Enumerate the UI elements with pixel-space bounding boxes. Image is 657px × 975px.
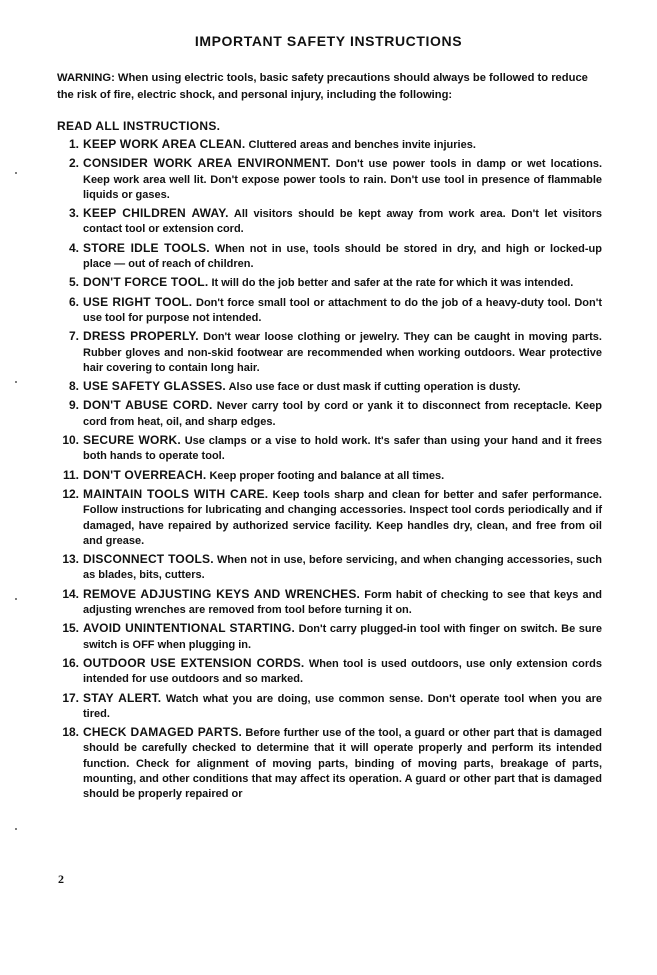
item-number: 3. (68, 206, 79, 221)
item-number: 2. (68, 156, 79, 171)
item-number: 15. (62, 621, 79, 636)
list-item (57, 552, 602, 584)
list-item (57, 206, 602, 238)
list-item (57, 468, 602, 484)
item-number: 10. (62, 433, 79, 448)
item-text: When tool is used outdoors, use only extension cords intended for use outdoors and so marked. (83, 657, 603, 686)
item-text: When not in use, before servicing, and when changing accessories, such as blades, bits, cutters. (83, 554, 602, 582)
item-number: 18. (62, 725, 79, 740)
item-text: All visitors should be kept away from work area. Don't let visitors contact tool or extension cord. (83, 208, 602, 236)
scan-speck (15, 381, 17, 383)
item-heading: SECURE WORK. (83, 433, 181, 448)
item-heading: STAY ALERT. (83, 690, 162, 705)
item-heading: DISCONNECT TOOLS. (83, 552, 214, 567)
item-text: Never carry tool by cord or yank it to disconnect from receptacle. Keep cord from heat, oil, and sharp edges. (83, 400, 603, 428)
item-text: Also use face or dust mask if cutting operation is dusty. (228, 381, 521, 394)
item-number: 1. (68, 137, 79, 151)
item-heading: OUTDOOR USE EXTENSION CORDS. (83, 655, 305, 670)
page-number: 2 (58, 872, 64, 886)
list-item (57, 329, 602, 376)
item-number: 8. (68, 379, 79, 394)
list-item (57, 691, 602, 723)
item-number: 6. (68, 294, 79, 309)
item-text: Don't wear loose clothing or jewelry. They can be caught in moving parts. Rubber gloves and non-skid footwear are recommended when working outdoors. Wear protective hair covering to contain long hair. (83, 331, 602, 374)
item-heading: KEEP CHILDREN AWAY. (83, 206, 229, 221)
item-heading: MAINTAIN TOOLS WITH CARE. (83, 486, 269, 501)
item-heading: DON'T ABUSE CORD. (83, 398, 213, 413)
list-item (57, 398, 602, 430)
item-text: Don't carry plugged-in tool with finger on switch. Be sure switch is OFF when plugging in. (83, 623, 602, 651)
item-text: Before further use of the tool, a guard or other part that is damaged should be carefully checked to determine that it will operate properly and perform its intended function. Check for alignment of moving parts, binding of moving parts, breakage of parts, mounting, and other conditions that may affect its operation. A guard or other part that is damaged should be properly repaired or (83, 727, 602, 801)
list-item (57, 487, 602, 549)
item-number: 5. (68, 275, 79, 290)
item-text: Cluttered areas and benches invite injuries. (248, 139, 476, 151)
item-text: Watch what you are doing, use common sense. Don't operate tool when you are tired. (83, 692, 602, 720)
item-heading: USE RIGHT TOOL. (83, 294, 193, 309)
item-text: Don't force small tool or attachment to do the job of a heavy-duty tool. Don't use tool for purpose not intended. (83, 296, 603, 324)
scan-speck (15, 828, 17, 830)
item-heading: REMOVE ADJUSTING KEYS AND WRENCHES. (83, 586, 361, 601)
item-heading: DON'T FORCE TOOL. (83, 275, 209, 290)
item-heading: DON'T OVERREACH. (83, 467, 207, 482)
item-text: Don't use power tools in damp or wet locations. Keep work area well lit. Don't expose power tools to rain. Don't use tool in presence of flammable liquids or gases. (83, 158, 602, 201)
item-heading: DRESS PROPERLY. (83, 329, 199, 344)
item-number: 12. (62, 486, 79, 501)
item-text: Keep proper footing and balance at all times. (209, 469, 445, 482)
item-number: 4. (68, 240, 79, 255)
item-number: 14. (62, 586, 79, 601)
item-heading: USE SAFETY GLASSES. (83, 379, 226, 394)
item-number: 7. (68, 329, 79, 344)
scan-speck (15, 598, 17, 600)
list-item (57, 433, 602, 465)
item-text: Keep tools sharp and clean for better and safer performance. Follow instructions for lubricating and changing accessories. Inspect tool cords periodically and if damaged, have repaired by authorized service facility. Keep handles dry, clean, and free from oil and grease. (83, 488, 602, 547)
item-number: 9. (68, 398, 79, 413)
page-title: IMPORTANT SAFETY INSTRUCTIONS (194, 33, 463, 49)
safety-instructions-list (57, 137, 602, 806)
item-number: 11. (62, 467, 79, 482)
warning-paragraph: WARNING: When using electric tools, basic safety precautions should always be followed to reduce the risk of fire, electric shock, and personal injury, including the following: (57, 72, 588, 101)
list-item (57, 379, 602, 395)
list-item (57, 275, 602, 291)
item-number: 17. (62, 690, 79, 705)
list-item (57, 295, 602, 327)
item-heading: CONSIDER WORK AREA ENVIRONMENT. (83, 156, 331, 171)
item-number: 13. (62, 552, 79, 567)
list-item (57, 656, 602, 688)
item-text: It will do the job better and safer at the rate for which it was intended. (211, 277, 574, 290)
item-text: When not in use, tools should be stored in dry, and high or locked-up place — out of reach of children. (83, 242, 602, 271)
list-item (57, 725, 602, 802)
list-item (57, 241, 602, 273)
list-item (57, 137, 602, 153)
item-heading: AVOID UNINTENTIONAL STARTING. (83, 621, 296, 636)
scan-speck (15, 172, 17, 174)
item-text: Form habit of checking to see that keys and adjusting wrenches are removed from tool before turning it on. (83, 588, 603, 617)
item-heading: KEEP WORK AREA CLEAN. (83, 137, 246, 151)
item-number: 16. (62, 655, 79, 670)
read-all-heading: READ ALL INSTRUCTIONS. (57, 119, 221, 133)
list-item (57, 156, 602, 203)
list-item (57, 621, 602, 653)
item-heading: STORE IDLE TOOLS. (83, 240, 210, 255)
item-text: Use clamps or a vise to hold work. It's safer than using your hand and it frees both hands to operate tool. (83, 435, 603, 463)
item-heading: CHECK DAMAGED PARTS. (83, 725, 243, 740)
list-item (57, 587, 602, 619)
